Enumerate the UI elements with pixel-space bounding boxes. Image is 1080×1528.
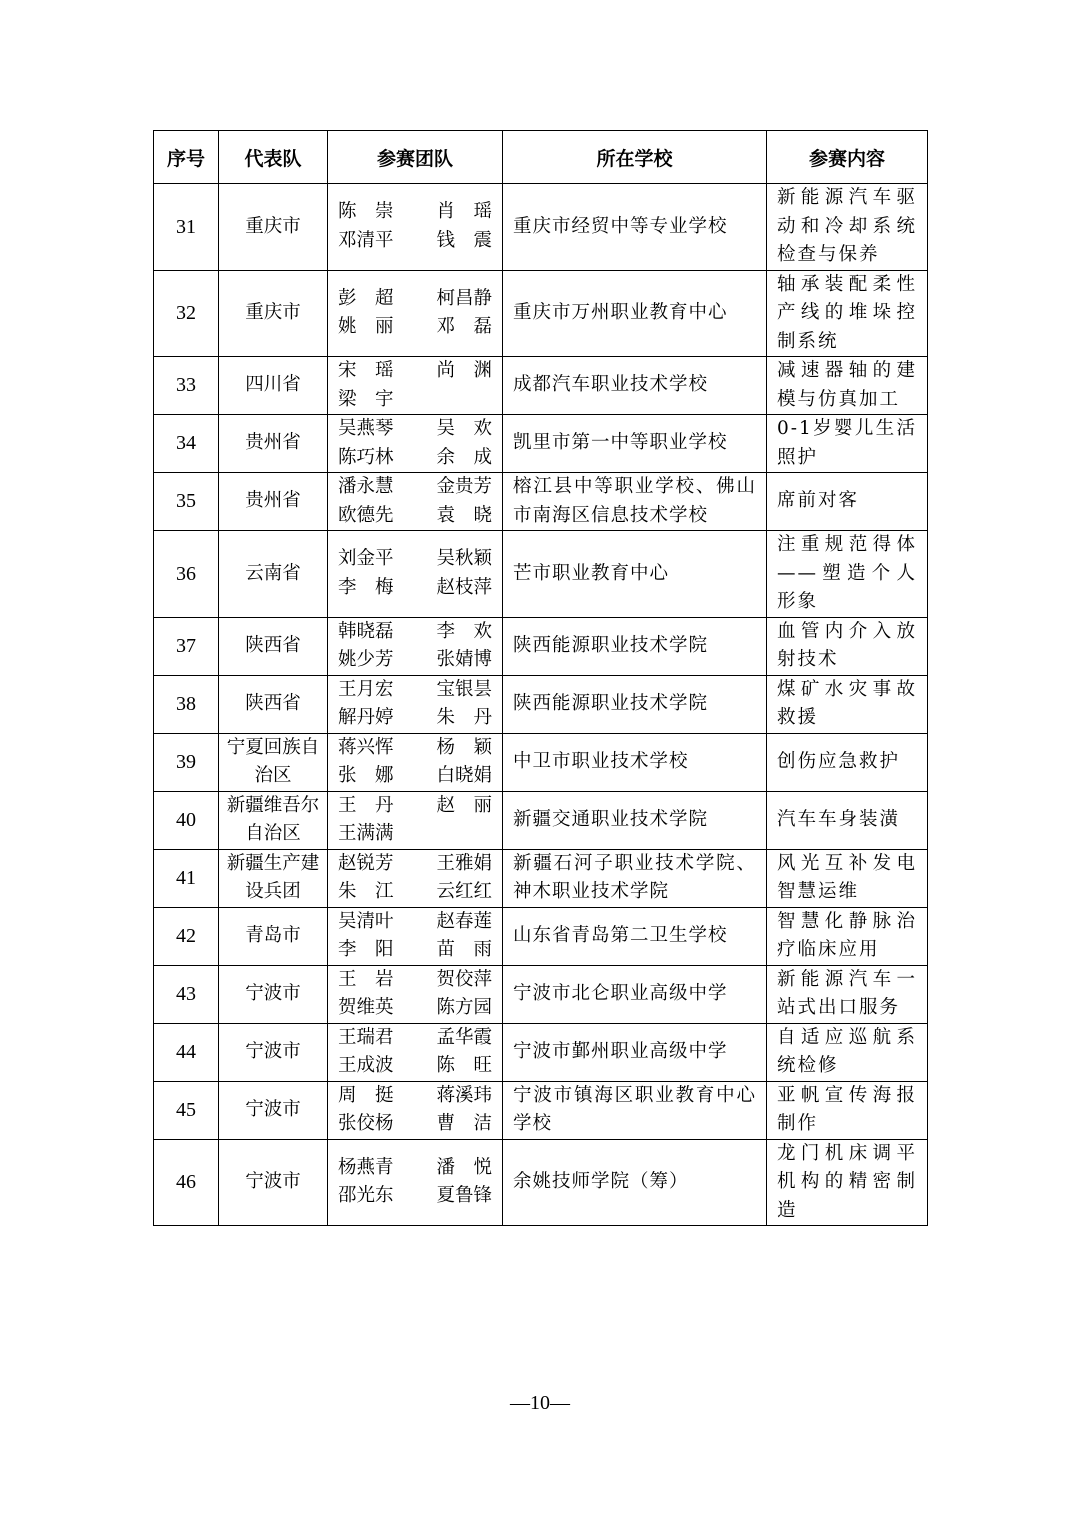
- table-row: [154, 791, 928, 849]
- header-team: 代表队: [219, 131, 328, 184]
- team-region: 新疆维吾尔自治区: [219, 791, 328, 849]
- member-name: 潘 悦: [436, 1156, 492, 1178]
- table-row: [154, 675, 928, 733]
- member-name: 杨燕青: [338, 1156, 394, 1178]
- team-region: 贵州省: [219, 473, 328, 531]
- team-region: 宁夏回族自治区: [219, 733, 328, 791]
- team-region: 青岛市: [219, 907, 328, 965]
- member-name: 刘金平: [338, 548, 394, 570]
- row-number: 41: [154, 849, 219, 907]
- member-name: 柯昌静: [436, 287, 492, 309]
- team-members: [328, 733, 503, 791]
- table-row: [154, 965, 928, 1023]
- member-name: 吴燕琴: [338, 418, 394, 439]
- member-name: 韩晓磊: [338, 620, 394, 642]
- team-region: 贵州省: [219, 415, 328, 473]
- member-line: [338, 1082, 492, 1111]
- member-name: 张婧博: [436, 649, 492, 670]
- member-line: [338, 878, 492, 907]
- team-members: [328, 1023, 503, 1081]
- member-line: [338, 1024, 492, 1053]
- team-region: 陕西省: [219, 617, 328, 675]
- member-name: 邵光东: [338, 1185, 394, 1207]
- member-name: 金贵芳: [436, 476, 492, 497]
- member-name: 余 成: [436, 446, 492, 468]
- school-name: 新疆石河子职业技术学院、神木职业技术学院: [503, 849, 767, 907]
- table-header-row: [154, 131, 928, 184]
- competition-content: 减速器轴的建模与仿真加工: [767, 357, 928, 415]
- team-members: [328, 965, 503, 1023]
- competition-content: 0-1岁婴儿生活照护: [767, 415, 928, 473]
- school-name: 新疆交通职业技术学院: [503, 791, 767, 849]
- page-number: —10—: [510, 1392, 570, 1414]
- row-number: 33: [154, 357, 219, 415]
- school-name: 成都汽车职业技术学校: [503, 357, 767, 415]
- member-line: [338, 386, 492, 415]
- team-region: 云南省: [219, 531, 328, 618]
- competition-content: 汽车车身装潢: [767, 791, 928, 849]
- member-name: 王 岩: [338, 968, 394, 990]
- member-name: 王 丹: [338, 794, 394, 816]
- member-name: 宝银昙: [436, 678, 492, 700]
- member-line: [338, 227, 492, 256]
- member-name: 赵锐芳: [338, 852, 394, 874]
- member-name: 陈 旺: [436, 1055, 492, 1076]
- member-line: [338, 415, 492, 444]
- team-members: [328, 791, 503, 849]
- table-row: [154, 184, 928, 271]
- team-region: 宁波市: [219, 1081, 328, 1139]
- school-name: 重庆市万州职业教育中心: [503, 270, 767, 357]
- member-name: 蒋溪玮: [436, 1084, 492, 1106]
- school-name: 宁波市镇海区职业教育中心学校: [503, 1081, 767, 1139]
- row-number: 32: [154, 270, 219, 357]
- team-region: 宁波市: [219, 1139, 328, 1226]
- table-row: [154, 617, 928, 675]
- team-members: [328, 907, 503, 965]
- member-line: [338, 646, 492, 675]
- team-region: 重庆市: [219, 270, 328, 357]
- row-number: 38: [154, 675, 219, 733]
- member-line: [338, 1052, 492, 1081]
- competition-content: 亚帆宣传海报制作: [767, 1081, 928, 1139]
- member-name: 张 娜: [338, 765, 394, 786]
- member-name: 王雅娟: [436, 852, 492, 874]
- team-members: [328, 617, 503, 675]
- team-members: [328, 184, 503, 271]
- row-number: 37: [154, 617, 219, 675]
- member-name: 周 挺: [338, 1084, 394, 1106]
- member-name: 孟华霞: [436, 1026, 492, 1048]
- competition-content: 注重规范得体——塑造个人形象: [767, 531, 928, 618]
- member-line: [338, 357, 492, 386]
- member-line: [338, 762, 492, 791]
- table-row: [154, 531, 928, 618]
- member-name: 解丹婷: [338, 707, 394, 728]
- school-name: 陕西能源职业技术学院: [503, 675, 767, 733]
- competition-content: 新能源汽车一站式出口服务: [767, 965, 928, 1023]
- header-members: 参赛团队: [328, 131, 503, 184]
- row-number: 45: [154, 1081, 219, 1139]
- member-name: 宋 瑶: [338, 360, 394, 381]
- row-number: 34: [154, 415, 219, 473]
- member-name: 彭 超: [338, 287, 394, 309]
- member-line: [338, 994, 492, 1023]
- member-line: [338, 198, 492, 227]
- row-number: 44: [154, 1023, 219, 1081]
- school-name: 榕江县中等职业学校、佛山市南海区信息技术学校: [503, 473, 767, 531]
- member-name: 贺维英: [338, 997, 394, 1018]
- member-line: [338, 1154, 492, 1183]
- competition-content: 龙门机床调平机构的精密制造: [767, 1139, 928, 1226]
- table-row: [154, 357, 928, 415]
- row-number: 35: [154, 473, 219, 531]
- table-row: [154, 1023, 928, 1081]
- table-row: [154, 907, 928, 965]
- member-line: [338, 820, 492, 849]
- member-line: [338, 734, 492, 763]
- school-name: 中卫市职业技术学校: [503, 733, 767, 791]
- table-row: [154, 733, 928, 791]
- member-name: 李 梅: [338, 576, 394, 598]
- team-members: [328, 415, 503, 473]
- header-content: 参赛内容: [767, 131, 928, 184]
- member-name: 蒋兴恽: [338, 736, 394, 758]
- member-name: 赵枝萍: [436, 576, 492, 598]
- member-name: 赵春莲: [436, 910, 492, 932]
- member-name: 李 阳: [338, 939, 394, 960]
- member-name: 尚 渊: [436, 360, 492, 381]
- member-name: 贺佼萍: [436, 968, 492, 990]
- member-name: 陈巧林: [338, 446, 394, 468]
- member-line: [338, 618, 492, 647]
- row-number: 31: [154, 184, 219, 271]
- table-row: [154, 415, 928, 473]
- team-members: [328, 849, 503, 907]
- team-members: [328, 531, 503, 618]
- team-region: 宁波市: [219, 1023, 328, 1081]
- member-name: 吴清叶: [338, 910, 394, 932]
- competition-content: 新能源汽车驱动和冷却系统检查与保养: [767, 184, 928, 271]
- member-line: [338, 444, 492, 473]
- row-number: 43: [154, 965, 219, 1023]
- member-name: 杨 颖: [436, 736, 492, 758]
- member-name: 姚少芳: [338, 649, 394, 670]
- member-name: 陈方园: [436, 997, 492, 1018]
- competition-content: 席前对客: [767, 473, 928, 531]
- member-name: 袁 晓: [436, 504, 492, 526]
- member-name: 赵 丽: [436, 794, 492, 816]
- team-members: [328, 1139, 503, 1226]
- team-region: 宁波市: [219, 965, 328, 1023]
- member-line: [338, 574, 492, 603]
- member-name: 陈 崇: [338, 201, 394, 223]
- team-region: 四川省: [219, 357, 328, 415]
- member-name: 姚 丽: [338, 316, 394, 338]
- member-line: [338, 285, 492, 314]
- competition-content: 轴承装配柔性产线的堆垛控制系统: [767, 270, 928, 357]
- team-members: [328, 1081, 503, 1139]
- member-name: 王满满: [338, 823, 394, 844]
- member-name: 潘永慧: [338, 476, 394, 497]
- member-line: [338, 704, 492, 733]
- school-name: 山东省青岛第二卫生学校: [503, 907, 767, 965]
- member-line: [338, 313, 492, 342]
- table-row: [154, 849, 928, 907]
- competition-content: 自适应巡航系统检修: [767, 1023, 928, 1081]
- row-number: 46: [154, 1139, 219, 1226]
- team-region: 重庆市: [219, 184, 328, 271]
- team-region: 陕西省: [219, 675, 328, 733]
- member-name: 吴秋颖: [436, 548, 492, 570]
- member-name: 欧德先: [338, 504, 394, 526]
- header-school: 所在学校: [503, 131, 767, 184]
- header-no: 序号: [154, 131, 219, 184]
- member-name: 王成波: [338, 1055, 394, 1076]
- school-name: 凯里市第一中等职业学校: [503, 415, 767, 473]
- team-region: 新疆生产建设兵团: [219, 849, 328, 907]
- competition-content: 创伤应急救护: [767, 733, 928, 791]
- school-name: 宁波市北仑职业高级中学: [503, 965, 767, 1023]
- table-body: [154, 184, 928, 1226]
- member-line: [338, 545, 492, 574]
- member-name: 白晓娟: [436, 765, 492, 786]
- member-line: [338, 850, 492, 879]
- member-line: [338, 502, 492, 531]
- member-name: 肖 瑶: [436, 201, 492, 223]
- member-line: [338, 473, 492, 502]
- school-name: 芒市职业教育中心: [503, 531, 767, 618]
- member-name: 朱 江: [338, 881, 394, 902]
- competition-content: 血管内介入放射技术: [767, 617, 928, 675]
- competition-content: 智慧化静脉治疗临床应用: [767, 907, 928, 965]
- member-name: 李 欢: [436, 620, 492, 642]
- member-name: 朱 丹: [436, 707, 492, 728]
- school-name: 重庆市经贸中等专业学校: [503, 184, 767, 271]
- member-name: 邓清平: [338, 229, 394, 251]
- member-line: [338, 936, 492, 965]
- school-name: 宁波市鄞州职业高级中学: [503, 1023, 767, 1081]
- participants-table: [153, 130, 928, 1226]
- member-name: 曹 洁: [436, 1113, 492, 1134]
- table-row: [154, 473, 928, 531]
- team-members: [328, 357, 503, 415]
- member-name: 梁 宇: [338, 388, 394, 410]
- member-line: [338, 792, 492, 821]
- member-name: 云红红: [436, 881, 492, 902]
- team-members: [328, 473, 503, 531]
- school-name: 陕西能源职业技术学院: [503, 617, 767, 675]
- row-number: 36: [154, 531, 219, 618]
- competition-content: 煤矿水灾事故救援: [767, 675, 928, 733]
- competition-content: 风光互补发电智慧运维: [767, 849, 928, 907]
- row-number: 39: [154, 733, 219, 791]
- member-line: [338, 676, 492, 705]
- member-name: 苗 雨: [436, 939, 492, 960]
- member-name: 王瑞君: [338, 1026, 394, 1048]
- member-name: 钱 震: [436, 229, 492, 251]
- school-name: 余姚技师学院（筹）: [503, 1139, 767, 1226]
- table-row: [154, 270, 928, 357]
- row-number: 40: [154, 791, 219, 849]
- member-name: 王月宏: [338, 678, 394, 700]
- member-name: 张佼杨: [338, 1113, 394, 1134]
- member-line: [338, 966, 492, 995]
- member-line: [338, 908, 492, 937]
- team-members: [328, 675, 503, 733]
- member-line: [338, 1182, 492, 1211]
- member-name: 夏鲁锋: [436, 1185, 492, 1207]
- member-line: [338, 1110, 492, 1139]
- team-members: [328, 270, 503, 357]
- member-name: 邓 磊: [436, 316, 492, 338]
- member-name: 吴 欢: [436, 418, 492, 439]
- table-row: [154, 1139, 928, 1226]
- table-row: [154, 1081, 928, 1139]
- row-number: 42: [154, 907, 219, 965]
